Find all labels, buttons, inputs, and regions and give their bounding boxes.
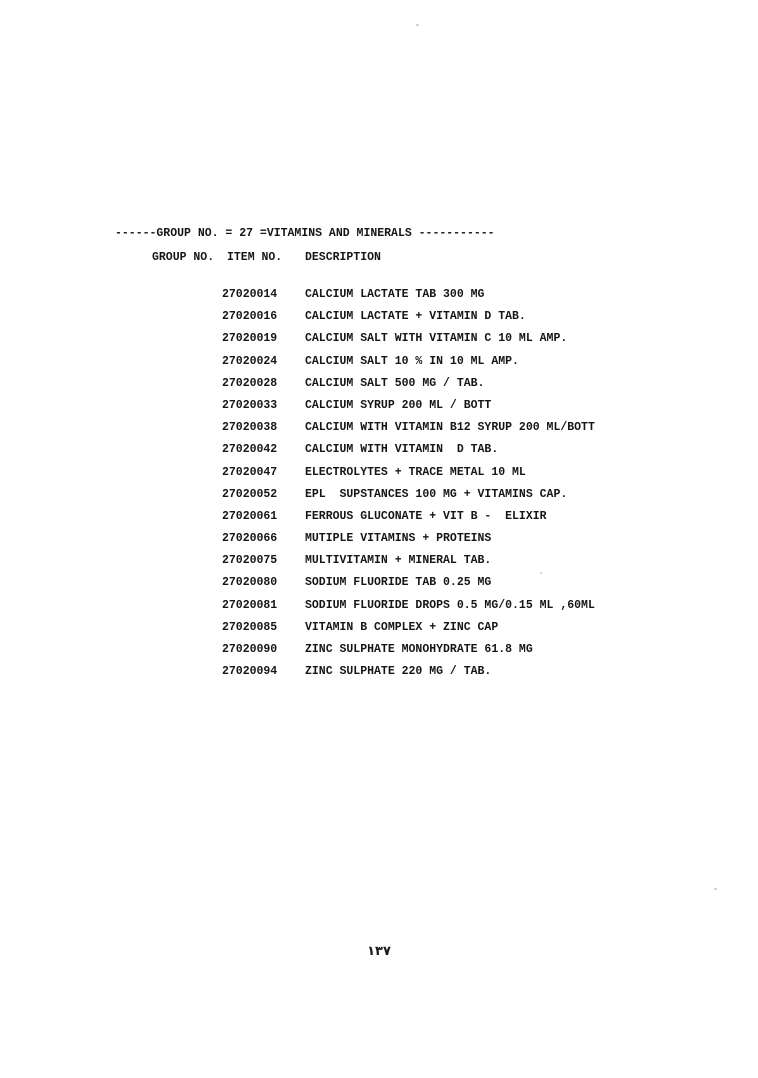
table-row [0, 439, 758, 461]
item-no: 27020066 [222, 532, 278, 546]
table-row [0, 572, 758, 594]
table-row [0, 395, 758, 417]
item-description: SODIUM FLUORIDE TAB 0.25 MG [305, 576, 492, 590]
table-row [0, 484, 758, 506]
table-row [0, 595, 758, 617]
table-row [0, 328, 758, 350]
item-no: 27020047 [222, 465, 278, 479]
table-row [0, 661, 758, 683]
item-no: 27020019 [222, 332, 278, 346]
table-row [0, 617, 758, 639]
item-description: EPL SUPSTANCES 100 MG + VITAMINS CAP. [305, 487, 568, 501]
table-row [0, 373, 758, 395]
table-row [0, 550, 758, 572]
column-header-description: DESCRIPTION [305, 251, 381, 264]
item-no: 27020028 [222, 376, 278, 390]
table-row [0, 351, 758, 373]
item-description: FERROUS GLUCONATE + VIT B - ELIXIR [305, 509, 547, 523]
table-row [0, 462, 758, 484]
item-description: ELECTROLYTES + TRACE METAL 10 ML [305, 465, 526, 479]
item-no: 27020081 [222, 598, 278, 612]
item-table [0, 284, 758, 683]
item-description: CALCIUM WITH VITAMIN B12 SYRUP 200 ML/BOTT [305, 421, 595, 435]
item-no: 27020085 [222, 620, 278, 634]
column-header-item-no: ITEM NO. [227, 251, 283, 264]
page-number: ١٣٧ [367, 944, 391, 959]
table-row [0, 417, 758, 439]
item-no: 27020033 [222, 398, 278, 412]
item-description: CALCIUM SALT 500 MG / TAB. [305, 376, 485, 390]
column-header-row [0, 251, 758, 265]
item-description: CALCIUM SALT 10 % IN 10 ML AMP. [305, 354, 519, 368]
group-header: ------GROUP NO. = 27 =VITAMINS AND MINERALS ----------- [115, 227, 495, 240]
item-no: 27020014 [222, 288, 278, 301]
scan-speck [416, 24, 419, 26]
table-row [0, 506, 758, 528]
item-no: 27020052 [222, 487, 278, 501]
item-no: 27020016 [222, 310, 278, 324]
item-no: 27020061 [222, 509, 278, 523]
scan-speck [714, 888, 717, 890]
item-no: 27020080 [222, 576, 278, 590]
item-description: CALCIUM LACTATE TAB 300 MG [305, 288, 485, 301]
item-description: CALCIUM LACTATE + VITAMIN D TAB. [305, 310, 526, 324]
item-description: MULTIVITAMIN + MINERAL TAB. [305, 554, 492, 568]
column-header-group-no: GROUP NO. [152, 251, 215, 264]
item-description: ZINC SULPHATE MONOHYDRATE 61.8 MG [305, 643, 533, 656]
item-no: 27020024 [222, 354, 278, 368]
item-no: 27020090 [222, 643, 278, 656]
table-row [0, 639, 758, 661]
table-row [0, 284, 758, 306]
item-no: 27020042 [222, 443, 278, 457]
item-no: 27020094 [222, 665, 278, 679]
item-no: 27020038 [222, 421, 278, 435]
item-description: CALCIUM SYRUP 200 ML / BOTT [305, 398, 492, 412]
item-description: CALCIUM WITH VITAMIN D TAB. [305, 443, 499, 457]
table-row [0, 306, 758, 328]
item-description: CALCIUM SALT WITH VITAMIN C 10 ML AMP. [305, 332, 568, 346]
scan-speck [540, 572, 542, 574]
item-description: MUTIPLE VITAMINS + PROTEINS [305, 532, 492, 546]
item-no: 27020075 [222, 554, 278, 568]
item-description: SODIUM FLUORIDE DROPS 0.5 MG/0.15 ML ,60ML [305, 598, 595, 612]
table-row [0, 528, 758, 550]
item-description: ZINC SULPHATE 220 MG / TAB. [305, 665, 492, 679]
item-description: VITAMIN B COMPLEX + ZINC CAP [305, 620, 499, 634]
